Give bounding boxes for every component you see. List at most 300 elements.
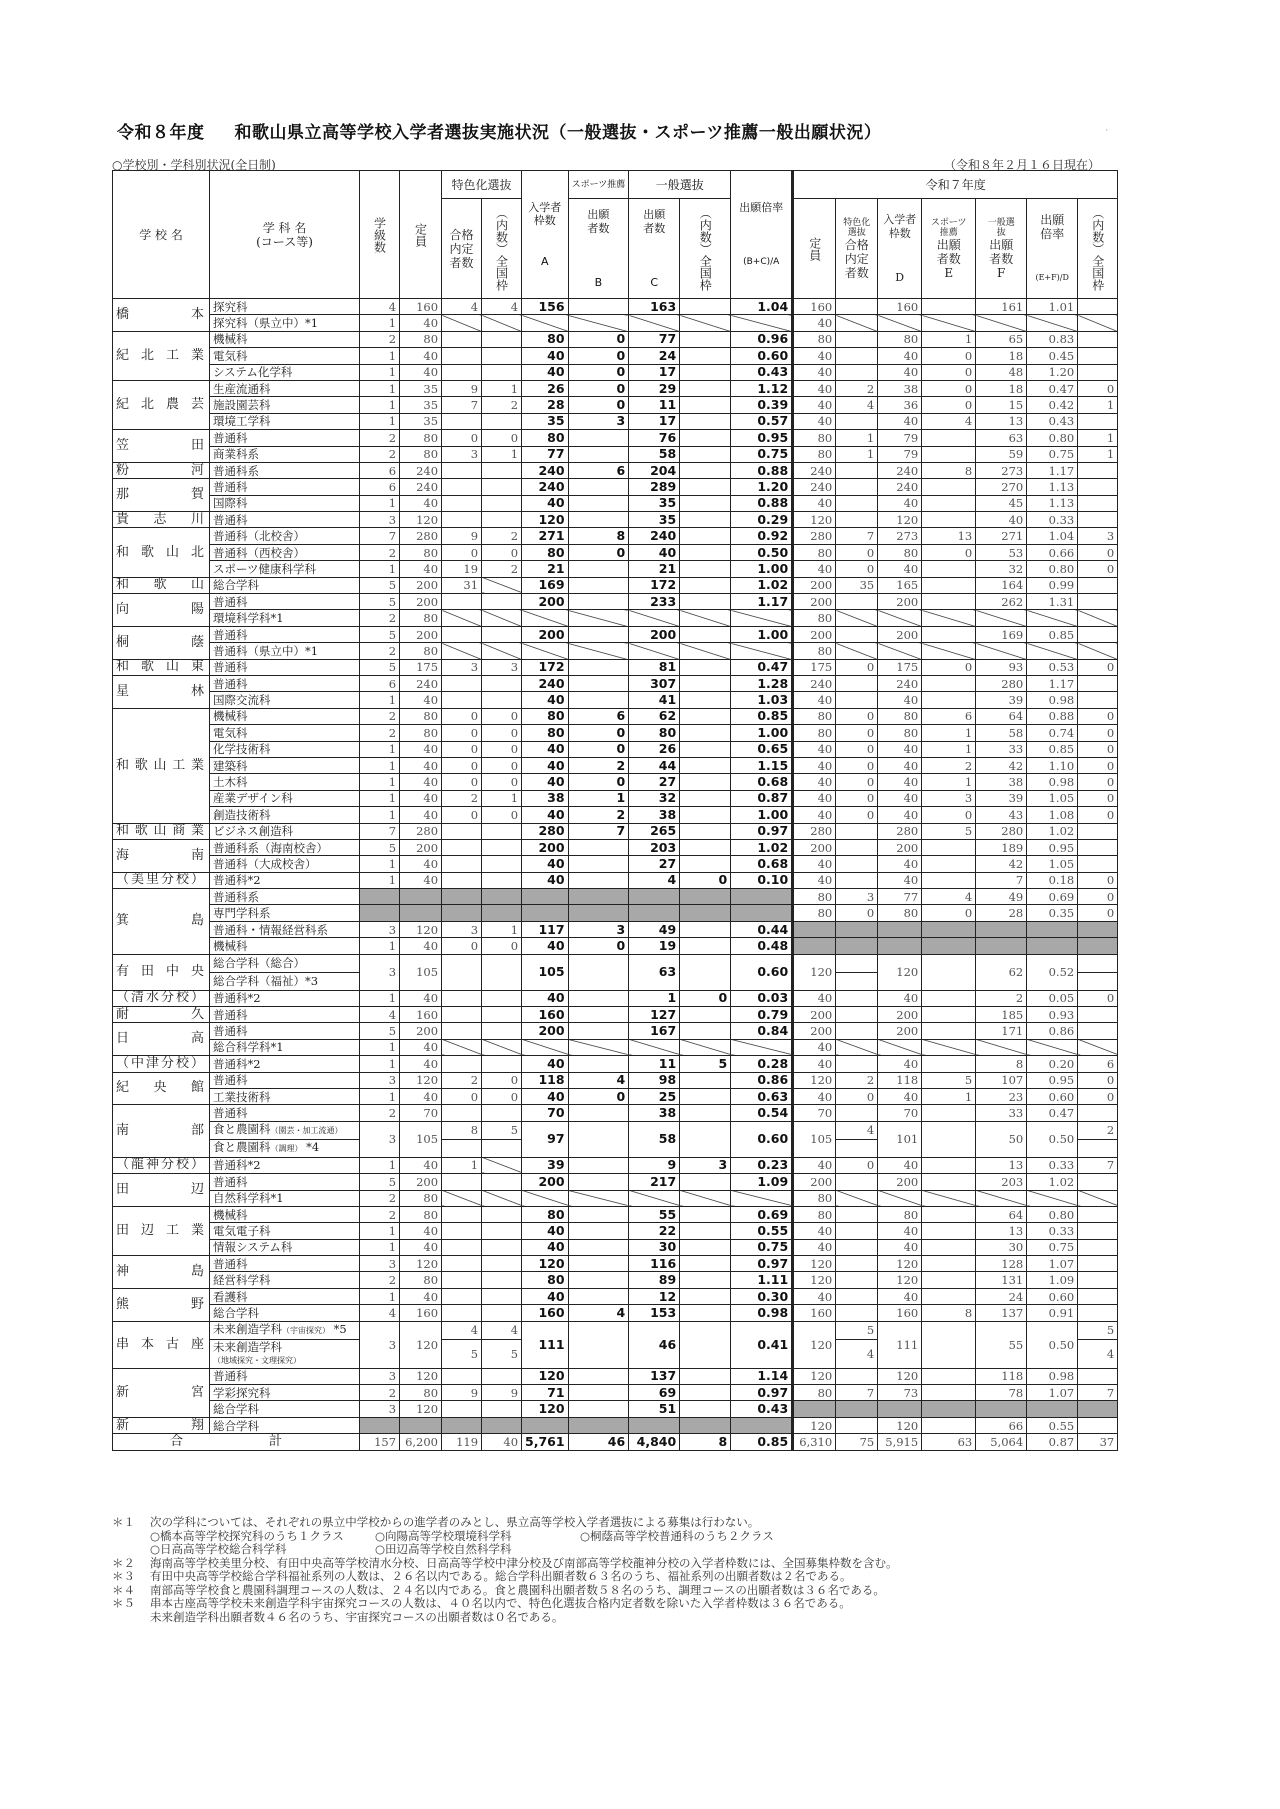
classes-cell: 1 [360,741,400,757]
national-c-cell [680,1256,731,1272]
applicants-b-cell [568,1023,629,1039]
capacity-cell: 40 [400,741,442,757]
department-cell [210,577,360,593]
school-name-cell: 星 林 [113,675,210,708]
national-cell [482,512,522,528]
table-row [113,643,1118,659]
prev-national-cell [1078,954,1118,972]
prev-ratio-cell: 1.09 [1027,1272,1078,1288]
capacity-cell: 40 [400,1088,442,1104]
total-row [113,1434,1118,1450]
prev-general-f-cell: 262 [976,594,1027,610]
header-prev-national [1078,199,1118,299]
passed-cell: 2 [442,790,482,806]
prev-general-f-cell: 164 [976,577,1027,593]
department-cell [210,1256,360,1272]
prev-sports-e-cell [922,1174,976,1190]
prev-passed-cell-na [836,643,878,659]
prev-general-f-cell: 93 [976,659,1027,675]
header-prev-ratio-formula: (E+F)/D [1035,272,1069,282]
header-prev-general-label: 一般選抜 [987,217,1015,238]
prev-capacity-cell: 40 [793,380,836,396]
applicants-b-cell-na [568,1190,629,1206]
ratio-cell-na [731,1039,793,1055]
department-cell [210,823,360,839]
prev-general-f-cell: 2 [976,990,1027,1006]
passed-cell [442,462,482,478]
department-name: 総合学科 [213,578,260,593]
prev-passed-cell: 2 [836,380,878,396]
table-row [113,1256,1118,1272]
prev-passed-cell: 0 [836,1157,878,1173]
classes-cell: 1 [360,1088,400,1104]
prev-ratio-cell: 1.08 [1027,807,1078,823]
prev-capacity-cell: 80 [793,708,836,724]
department-name: 建築科 [213,758,248,773]
prev-frame-d-cell: 240 [878,479,922,495]
capacity-cell: 40 [400,1056,442,1072]
prev-general-f-cell: 15 [976,397,1027,413]
department-name: 普通科 [213,1256,248,1271]
prev-sports-e-cell [922,1368,976,1384]
passed-cell: 1 [442,1157,482,1173]
subtitle-date: （令和８年２月１６日現在） [943,158,1100,172]
ratio-cell: 1.28 [731,675,793,691]
frame-a-cell: 40 [522,1223,569,1239]
prev-national-cell [1078,413,1118,429]
prev-frame-d-cell: 200 [878,839,922,855]
total-prev-frame-d-cell: 5,915 [878,1434,922,1450]
ratio-cell: 0.65 [731,741,793,757]
frame-a-cell: 120 [522,512,569,528]
prev-sports-e-cell [922,675,976,691]
department-name: ビジネス創造科 [213,824,294,839]
frame-a-cell: 26 [522,380,569,396]
passed-cell: 4 [442,1321,482,1339]
applicants-b-cell-na [568,1039,629,1055]
classes-cell: 7 [360,823,400,839]
passed-cell: 0 [442,725,482,741]
frame-a-cell: 35 [522,413,569,429]
prev-capacity-cell: 40 [793,1157,836,1173]
prev-sports-e-cell-na [922,610,976,626]
prev-frame-d-cell: 200 [878,1007,922,1023]
department-cell [210,626,360,642]
prev-frame-d-cell-na [878,315,922,331]
department-cell [210,397,360,413]
prev-ratio-cell: 1.31 [1027,594,1078,610]
prev-sports-e-cell [922,1385,976,1401]
prev-frame-d-cell: 40 [878,1056,922,1072]
passed-cell [442,1206,482,1222]
prev-ratio-cell: 0.80 [1027,430,1078,446]
national-c-cell [680,1385,731,1401]
classes-cell: 1 [360,1288,400,1304]
prev-passed-cell [836,1305,878,1321]
frame-a-cell: 40 [522,1088,569,1104]
national-cell [482,692,522,708]
prev-passed-cell [836,594,878,610]
prev-frame-d-cell: 165 [878,577,922,593]
applicants-b-cell: 3 [568,921,629,937]
prev-sports-e-cell: 5 [922,1072,976,1088]
prev-national-cell: 4 [1078,1339,1118,1368]
passed-cell [442,364,482,380]
department-cell [210,757,360,773]
prev-frame-d-cell: 40 [878,856,922,872]
prev-ratio-cell: 0.88 [1027,708,1078,724]
school-name-cell: 神 島 [113,1256,210,1289]
table-row [113,1206,1118,1222]
prev-general-f-cell: 53 [976,544,1027,560]
school-name-cell: 紀北工業 [113,331,210,380]
national-cell-shaded [482,1417,522,1433]
footnote-mark: ＊１ [112,1515,135,1529]
ratio-cell: 0.50 [731,544,793,560]
department-cell [210,1190,360,1206]
passed-cell: 8 [442,1121,482,1139]
prev-ratio-cell: 1.01 [1027,299,1078,315]
department-cell [210,315,360,331]
classes-cell: 5 [360,577,400,593]
department-cell [210,1139,360,1157]
frame-a-cell: 40 [522,757,569,773]
prev-ratio-cell: 0.47 [1027,380,1078,396]
classes-cell: 3 [360,1072,400,1088]
header-dept-label: 学 科 名 [262,220,307,235]
prev-sports-e-cell [922,495,976,511]
applicants-c-cell-na [629,315,680,331]
national-cell: 5 [482,1121,522,1139]
capacity-cell: 80 [400,725,442,741]
prev-passed-cell [836,1368,878,1384]
footnote [112,1611,898,1625]
prev-capacity-cell: 80 [793,1385,836,1401]
prev-general-f-cell: 161 [976,299,1027,315]
ratio-cell: 0.88 [731,495,793,511]
applicants-c-cell: 4 [629,872,680,888]
header-ratio-formula: (B+C)/A [743,256,780,267]
classes-cell: 2 [360,1190,400,1206]
prev-frame-d-cell: 200 [878,1023,922,1039]
prev-capacity-cell: 40 [793,856,836,872]
department-name: 普通科（北校舎） [213,529,306,544]
prev-general-f-cell: 78 [976,1385,1027,1401]
frame-a-cell: 80 [522,708,569,724]
prev-national-cell: 0 [1078,790,1118,806]
prev-sports-e-cell [922,1223,976,1239]
prev-ratio-cell: 0.80 [1027,561,1078,577]
applicants-b-cell [568,561,629,577]
national-c-cell [680,1239,731,1255]
passed-cell-na [442,315,482,331]
applicants-b-cell [568,1401,629,1417]
applicants-b-cell [568,1256,629,1272]
prev-frame-d-cell: 40 [878,741,922,757]
frame-a-cell: 39 [522,1157,569,1173]
department-name: 工業技術科 [213,1089,271,1104]
prev-general-f-cell: 13 [976,1157,1027,1173]
department-cell [210,790,360,806]
table-row [113,594,1118,610]
department-cell [210,528,360,544]
prev-sports-e-cell [922,872,976,888]
applicants-c-cell: 167 [629,1023,680,1039]
applicants-b-cell: 8 [568,528,629,544]
applicants-b-cell-shaded [568,905,629,921]
classes-cell: 1 [360,315,400,331]
department-name: 普通科 [213,594,248,609]
prev-national-cell-shaded [1078,1401,1118,1417]
national-c-cell [680,725,731,741]
prev-passed-cell [836,1206,878,1222]
prev-national-cell [1078,348,1118,364]
prev-capacity-cell: 240 [793,675,836,691]
prev-passed-cell [836,413,878,429]
passed-cell: 5 [442,1339,482,1368]
table-row [113,348,1118,364]
total-applicants-b-cell: 46 [568,1434,629,1450]
prev-sports-e-cell-na [922,315,976,331]
prev-capacity-cell: 120 [793,1368,836,1384]
capacity-cell: 40 [400,1039,442,1055]
prev-capacity-cell: 40 [793,1088,836,1104]
prev-national-cell: 0 [1078,659,1118,675]
classes-cell: 1 [360,990,400,1006]
classes-cell: 2 [360,446,400,462]
table-row [113,889,1118,905]
capacity-cell: 40 [400,807,442,823]
prev-general-f-cell-na [976,643,1027,659]
prev-passed-cell [836,462,878,478]
department-cell [210,1105,360,1121]
prev-ratio-cell: 0.98 [1027,774,1078,790]
capacity-cell: 120 [400,921,442,937]
department-name: 普通科・情報経営科系 [213,922,329,937]
prev-frame-d-cell: 40 [878,807,922,823]
applicants-b-cell [568,594,629,610]
prev-capacity-cell: 40 [793,1223,836,1239]
prev-national-cell [1078,1139,1118,1157]
classes-cell: 1 [360,1157,400,1173]
applicants-c-cell: 81 [629,659,680,675]
national-cell: 0 [482,430,522,446]
prev-general-f-cell: 271 [976,528,1027,544]
prev-sports-e-cell [922,446,976,462]
national-c-cell [680,1321,731,1368]
national-c-cell-na [680,643,731,659]
applicants-b-cell: 0 [568,397,629,413]
capacity-cell-shaded [400,905,442,921]
applicants-b-cell: 0 [568,938,629,954]
national-c-cell [680,561,731,577]
classes-cell: 1 [360,790,400,806]
prev-passed-cell [836,1288,878,1304]
table-row [113,626,1118,642]
table-row [113,856,1118,872]
national-c-cell [680,364,731,380]
classes-cell: 7 [360,528,400,544]
prev-sports-e-cell: 0 [922,397,976,413]
prev-ratio-cell-shaded [1027,938,1078,954]
prev-sports-e-cell-shaded [922,921,976,937]
national-c-cell [680,462,731,478]
prev-capacity-cell: 40 [793,807,836,823]
header-ratio [731,171,793,299]
department-name: 普通科 [213,430,248,445]
prev-frame-d-cell: 79 [878,446,922,462]
prev-national-cell [1078,299,1118,315]
prev-national-cell: 0 [1078,741,1118,757]
prev-capacity-cell: 105 [793,1121,836,1157]
prev-ratio-cell: 0.83 [1027,331,1078,347]
department-cell [210,708,360,724]
prev-frame-d-cell: 120 [878,1368,922,1384]
classes-cell: 1 [360,364,400,380]
ratio-cell: 0.57 [731,413,793,429]
prev-national-cell [1078,479,1118,495]
frame-a-cell: 40 [522,348,569,364]
prev-general-f-cell: 33 [976,741,1027,757]
national-c-cell [680,430,731,446]
header-capacity [400,171,442,299]
department-name: 学彩探究科 [213,1385,271,1400]
department-cell [210,1339,360,1368]
applicants-c-cell: 240 [629,528,680,544]
prev-general-f-cell: 169 [976,626,1027,642]
header-prev-national-label: （内数）全国枠 [1090,206,1105,291]
table-row [113,528,1118,544]
national-c-cell [680,741,731,757]
applicants-c-cell: 265 [629,823,680,839]
department-cell [210,1368,360,1384]
prev-capacity-cell: 120 [793,1072,836,1088]
prev-national-cell [1078,364,1118,380]
department-cell [210,1385,360,1401]
classes-cell: 2 [360,610,400,626]
applicants-c-cell: 11 [629,397,680,413]
prev-general-f-cell: 171 [976,1023,1027,1039]
prev-general-f-cell: 38 [976,774,1027,790]
header-passed-label: 合格内定者数 [449,227,474,270]
department-cell [210,610,360,626]
national-c-cell [680,954,731,990]
prev-national-cell: 5 [1078,1321,1118,1339]
national-cell: 0 [482,938,522,954]
department-name: 商業科系 [213,447,260,462]
prev-frame-d-cell: 70 [878,1105,922,1121]
capacity-cell: 70 [400,1105,442,1121]
frame-a-cell: 200 [522,594,569,610]
national-c-cell [680,823,731,839]
prev-general-f-cell: 203 [976,1174,1027,1190]
school-name-cell: 桐 蔭 [113,626,210,659]
classes-cell: 1 [360,938,400,954]
table-row [113,331,1118,347]
frame-a-cell: 40 [522,364,569,380]
prev-sports-e-cell [922,577,976,593]
applicants-b-cell [568,1056,629,1072]
prev-general-f-cell: 273 [976,462,1027,478]
prev-general-f-cell: 107 [976,1072,1027,1088]
prev-ratio-cell: 0.35 [1027,905,1078,921]
frame-a-cell: 169 [522,577,569,593]
prev-frame-d-cell: 40 [878,872,922,888]
applicants-b-cell [568,446,629,462]
national-c-cell [680,380,731,396]
frame-a-cell: 28 [522,397,569,413]
prev-capacity-cell-shaded [793,921,836,937]
passed-cell: 19 [442,561,482,577]
national-cell-na [482,1039,522,1055]
prev-passed-cell [836,839,878,855]
capacity-cell: 40 [400,348,442,364]
ratio-cell: 0.87 [731,790,793,806]
national-cell: 3 [482,659,522,675]
prev-sports-e-cell: 1 [922,774,976,790]
prev-general-f-cell: 55 [976,1321,1027,1368]
prev-sports-e-cell [922,1105,976,1121]
prev-general-f-cell: 280 [976,823,1027,839]
total-capacity-cell: 6,200 [400,1434,442,1450]
prev-ratio-cell-na [1027,610,1078,626]
prev-frame-d-cell: 160 [878,1305,922,1321]
prev-frame-d-cell: 40 [878,774,922,790]
ratio-cell: 0.98 [731,1305,793,1321]
department-cell [210,430,360,446]
table-row [113,1072,1118,1088]
national-cell [482,839,522,855]
department-cell [210,413,360,429]
prev-capacity-cell: 200 [793,1174,836,1190]
prev-frame-d-cell: 36 [878,397,922,413]
prev-sports-e-cell: 8 [922,462,976,478]
applicants-c-cell: 1 [629,990,680,1006]
prev-passed-cell-na [836,1039,878,1055]
prev-national-cell: 1 [1078,397,1118,413]
applicants-c-cell: 203 [629,839,680,855]
national-cell: 4 [482,1321,522,1339]
department-name: 探究科（県立中）*1 [213,316,319,331]
passed-cell: 3 [442,659,482,675]
prev-general-f-cell: 18 [976,348,1027,364]
national-c-cell [680,479,731,495]
prev-frame-d-cell-shaded [878,938,922,954]
ratio-cell: 1.02 [731,839,793,855]
prev-general-f-cell-shaded [976,1401,1027,1417]
prev-national-cell-shaded [1078,938,1118,954]
department-name: 機械科 [213,332,248,347]
frame-a-cell: 80 [522,1272,569,1288]
prev-capacity-cell: 120 [793,1256,836,1272]
footnote-item: ○田辺高等学校自然科学科 [375,1542,512,1556]
national-cell: 0 [482,741,522,757]
national-cell [482,823,522,839]
total-prev-passed-cell: 75 [836,1434,878,1450]
prev-passed-cell [836,1417,878,1433]
prev-national-cell: 1 [1078,446,1118,462]
table-header [113,171,1118,299]
prev-passed-cell [836,1105,878,1121]
prev-national-cell [1078,626,1118,642]
school-name-cell: 田辺工業 [113,1206,210,1255]
footnote-mark: ＊５ [112,1596,135,1610]
prev-capacity-cell: 80 [793,643,836,659]
applicants-c-cell: 163 [629,299,680,315]
prev-sports-e-cell [922,1023,976,1039]
national-cell: 1 [482,790,522,806]
prev-passed-cell: 0 [836,741,878,757]
